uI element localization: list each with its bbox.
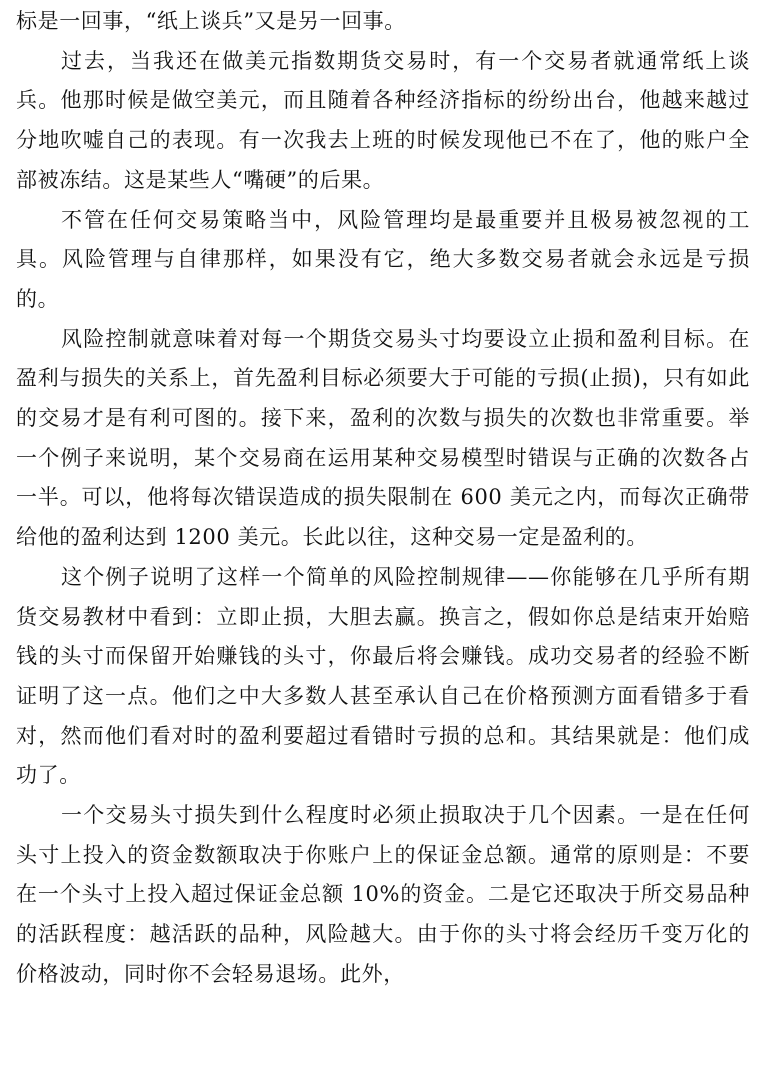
paragraph-2: 过去，当我还在做美元指数期货交易时，有一个交易者就通常纸上谈兵。他那时候是做空美元，而且随着各种经济指标的纷纷出台，他越来越过分地吹嘘自己的表现。有一次我去上班的时候发现他已不在了，他的账户全部被冻结。这是某些人“嘴硬”的后果。	[16, 48, 750, 192]
paragraph-4: 风险控制就意味着对每一个期货交易头寸均要设立止损和盈利目标。在盈利与损失的关系上，首先盈利目标必须要大于可能的亏损(止损)，只有如此的交易才是有利可图的。接下来，盈利的次数与损失的次数也非常重要。举一个例子来说明，某个交易商在运用某种交易模型时错误与正确的次数各占一半。可以，他将每次错误造成的损失限制在 600 美元之内，而每次正确带给他的盈利达到 1200 美元。长此以往，这种交易一定是盈利的。	[16, 326, 750, 550]
paragraph-3: 不管在任何交易策略当中，风险管理均是最重要并且极易被忽视的工具。风险管理与自律那样，如果没有它，绝大多数交易者就会永远是亏损的。	[16, 207, 750, 311]
paragraph-6: 一个交易头寸损失到什么程度时必须止损取决于几个因素。一是在任何头寸上投入的资金数额取决于你账户上的保证金总额。通常的原则是：不要在一个头寸上投入超过保证金总额 10%的资金。二是它还取决于所交易品种的活跃程度：越活跃的品种，风险越大。由于你的头寸将会经历千变万化的价格波动，同时你不会轻易退场。此外，	[16, 803, 750, 986]
paragraph-5: 这个例子说明了这样一个简单的风险控制规律——你能够在几乎所有期货交易教材中看到：立即止损，大胆去赢。换言之，假如你总是结束开始赔钱的头寸而保留开始赚钱的头寸，你最后将会赚钱。成功交易者的经验不断证明了这一点。他们之中大多数人甚至承认自己在价格预测方面看错多于看对，然而他们看对时的盈利要超过看错时亏损的总和。其结果就是：他们成功了。	[16, 564, 750, 788]
paragraph-1: 标是一回事，“纸上谈兵”又是另一回事。	[16, 9, 406, 33]
